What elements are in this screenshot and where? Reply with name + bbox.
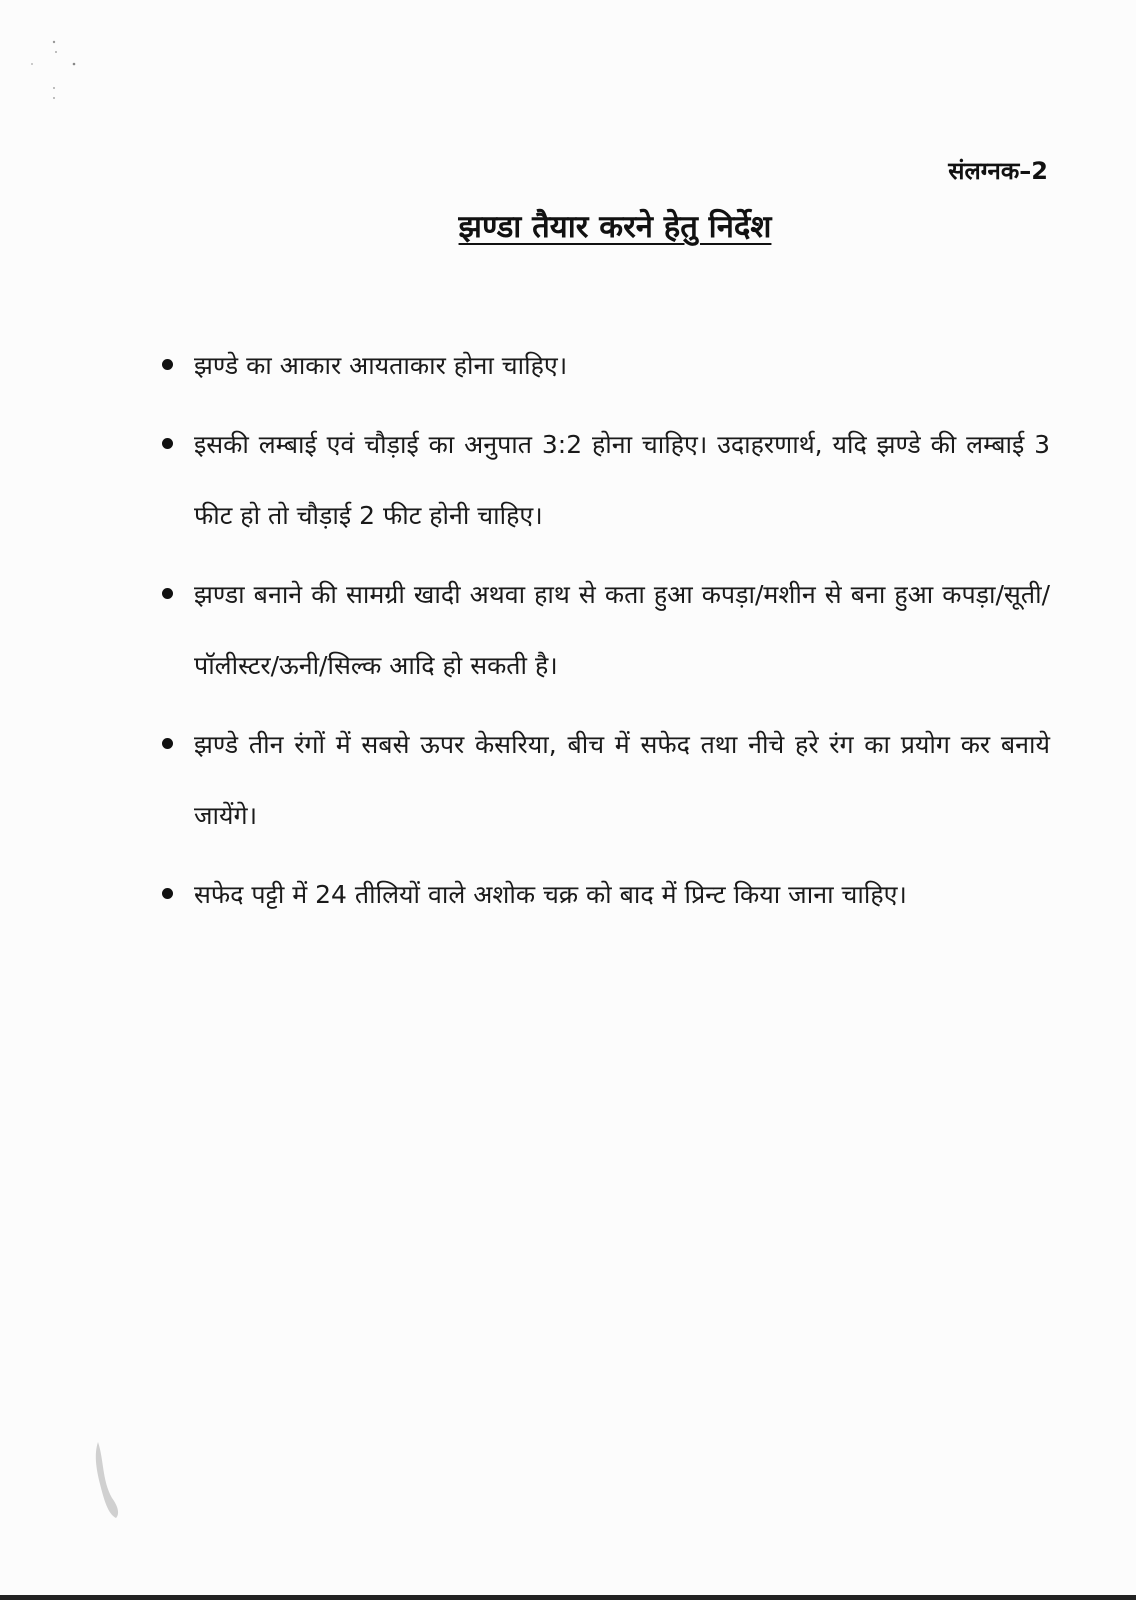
- bullet-icon: [162, 888, 173, 899]
- list-item: [160, 409, 1050, 551]
- instruction-text: झण्डा बनाने की सामग्री खादी अथवा हाथ से कता हुआ कपड़ा/मशीन से बना हुआ कपड़ा/सूती/पॉलीस्टर/ऊनी/सिल्क आदि हो सकती है।: [194, 580, 1050, 680]
- instruction-list: [160, 330, 1050, 938]
- instruction-text: झण्डे तीन रंगों में सबसे ऊपर केसरिया, बीच में सफेद तथा नीचे हरे रंग का प्रयोग कर बनाये जायेंगे।: [194, 730, 1050, 830]
- instruction-text: झण्डे का आकार आयताकार होना चाहिए।: [194, 351, 568, 380]
- bullet-icon: [162, 438, 173, 449]
- bullet-icon: [162, 359, 173, 370]
- annex-label: संलग्नक–2: [948, 157, 1048, 185]
- list-item: [160, 559, 1050, 701]
- bullet-icon: [162, 738, 173, 749]
- instruction-text: सफेद पट्टी में 24 तीलियों वाले अशोक चक्र को बाद में प्रिन्ट किया जाना चाहिए।: [194, 880, 907, 909]
- scan-specks: [28, 36, 88, 106]
- list-item: [160, 859, 1050, 930]
- instruction-text: इसकी लम्बाई एवं चौड़ाई का अनुपात 3:2 होना चाहिए। उदाहरणार्थ, यदि झण्डे की लम्बाई 3 फीट हो तो चौड़ाई 2 फीट होनी चाहिए।: [194, 430, 1050, 530]
- list-item: [160, 709, 1050, 851]
- scan-bottom-edge: [0, 1595, 1136, 1600]
- list-item: [160, 330, 1050, 401]
- scan-smudge: [90, 1440, 130, 1520]
- page-title: झण्डा तैयार करने हेतु निर्देश: [458, 209, 772, 245]
- bullet-icon: [162, 588, 173, 599]
